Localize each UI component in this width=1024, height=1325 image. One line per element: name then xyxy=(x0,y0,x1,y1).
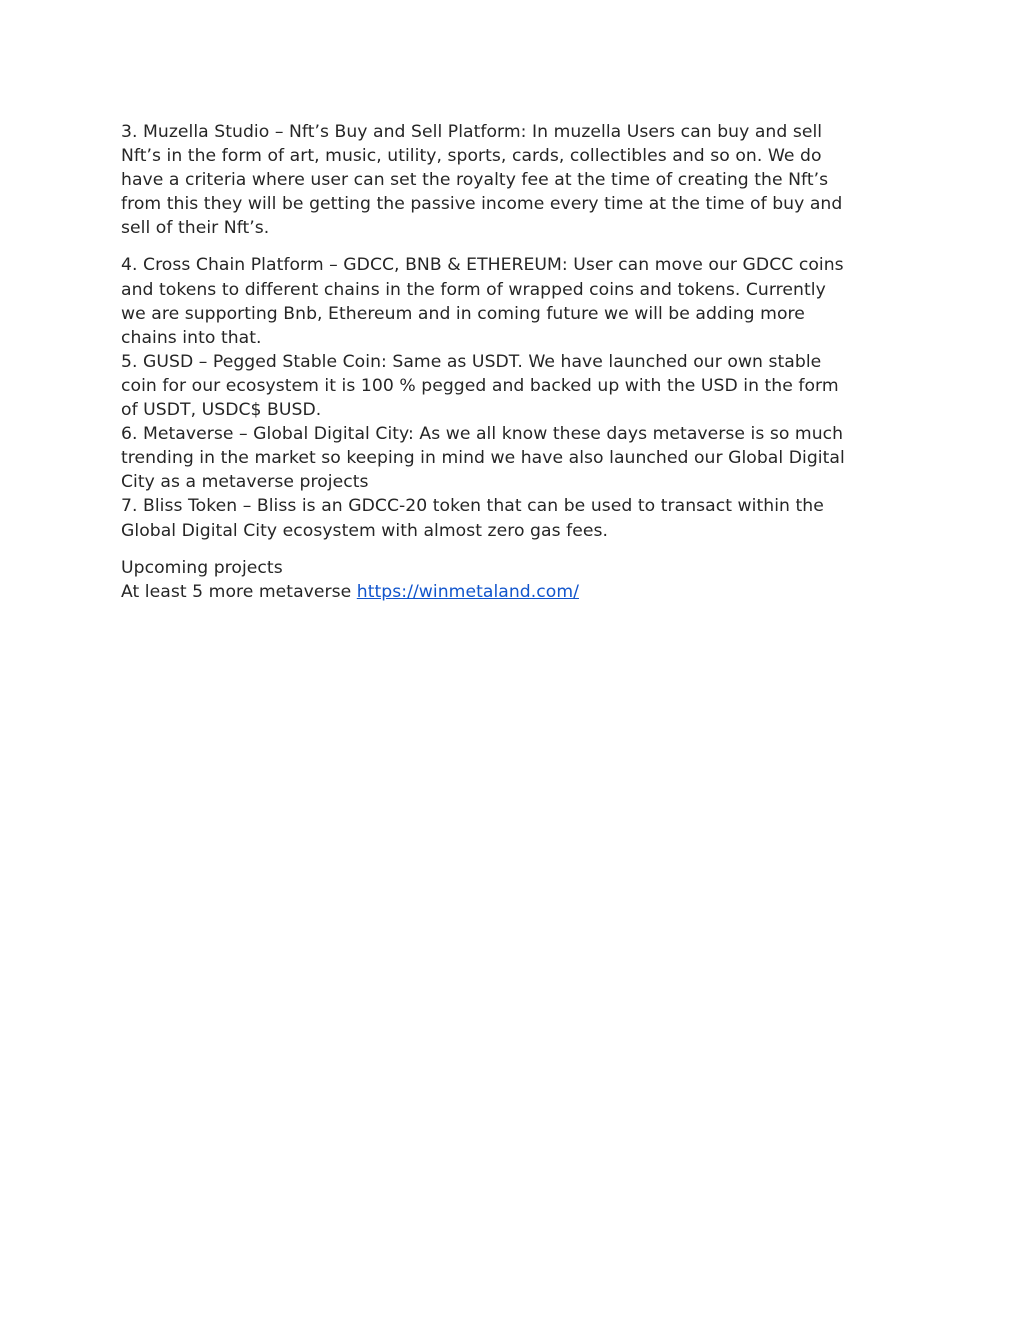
upcoming-heading: Upcoming projects xyxy=(121,557,283,578)
text-line: have a criteria where user can set the royalty fee at the time of creating the Nft’s xyxy=(121,170,829,191)
document-body xyxy=(121,120,911,617)
text-line: chains into that. xyxy=(121,327,262,348)
text-line: trending in the market so keeping in mind we have also launched our Global Digital xyxy=(121,448,845,469)
text-line: and tokens to different chains in the form of wrapped coins and tokens. Currently xyxy=(121,279,826,300)
paragraph-project-list xyxy=(121,253,911,542)
text-line: from this they will be getting the passive income every time at the time of buy and xyxy=(121,194,843,215)
text-line: 7. Bliss Token – Bliss is an GDCC-20 token that can be used to transact within the xyxy=(121,496,824,517)
upcoming-text: At least 5 more metaverse xyxy=(121,581,357,602)
text-line: 5. GUSD – Pegged Stable Coin: Same as USDT. We have launched our own stable xyxy=(121,351,822,372)
text-line: 3. Muzella Studio – Nft’s Buy and Sell Platform: In muzella Users can buy and sell xyxy=(121,122,823,142)
paragraph-muzella-studio xyxy=(121,120,911,240)
text-line: coin for our ecosystem it is 100 % pegged and backed up with the USD in the form xyxy=(121,375,839,396)
text-line: Global Digital City ecosystem with almost zero gas fees. xyxy=(121,520,608,541)
text-line: of USDT, USDC$ BUSD. xyxy=(121,400,322,421)
text-line: 4. Cross Chain Platform – GDCC, BNB & ETHEREUM: User can move our GDCC coins xyxy=(121,255,844,276)
text-line: sell of their Nft’s. xyxy=(121,218,270,239)
text-line: 6. Metaverse – Global Digital City: As we all know these days metaverse is so much xyxy=(121,424,844,445)
winmetaland-link[interactable]: https://winmetaland.com/ xyxy=(356,581,579,602)
text-line: City as a metaverse projects xyxy=(121,472,369,493)
upcoming-line xyxy=(121,580,911,604)
paragraph-upcoming-projects xyxy=(121,556,911,604)
text-line: Nft’s in the form of art, music, utility, sports, cards, collectibles and so on. We do xyxy=(121,146,822,167)
text-line: we are supporting Bnb, Ethereum and in coming future we will be adding more xyxy=(121,303,805,324)
